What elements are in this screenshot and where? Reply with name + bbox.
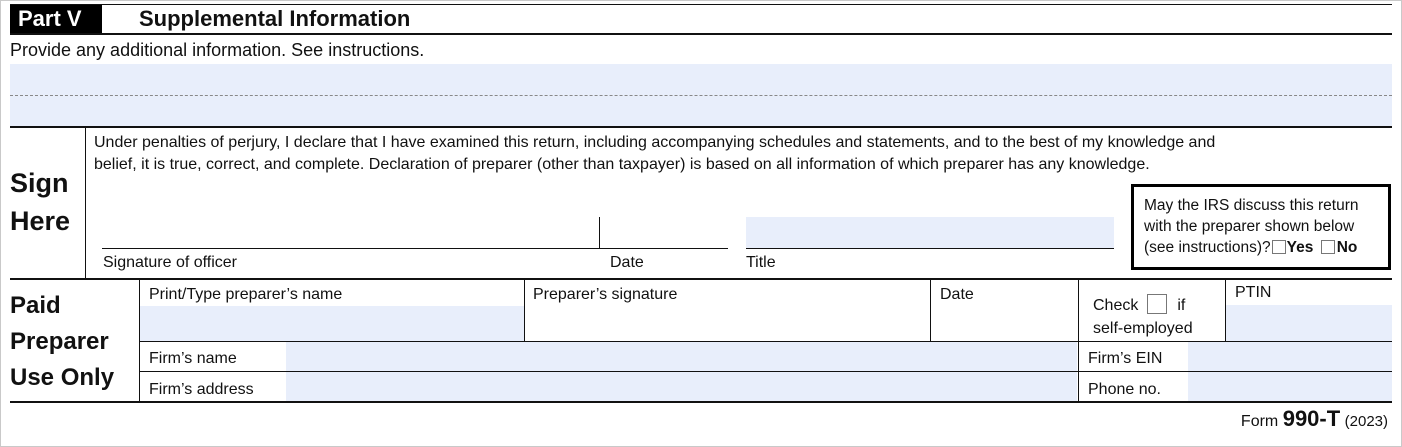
signature-of-officer-label: Signature of officer — [103, 254, 238, 271]
phone-field[interactable] — [1188, 372, 1392, 401]
form-year: (2023) — [1344, 413, 1388, 430]
preparer-signature-label: Preparer’s signature — [533, 286, 678, 303]
ptin-label: PTIN — [1235, 284, 1272, 301]
part-instruction: Provide any additional information. See instructions. — [10, 40, 425, 60]
self-employed-check: Check if self-employed — [1093, 290, 1193, 340]
discuss-yes-checkbox[interactable] — [1272, 240, 1286, 254]
officer-date-field[interactable] — [601, 217, 727, 248]
part-badge: Part V — [10, 5, 102, 33]
col-divider-1 — [524, 280, 525, 342]
sign-here-label: Sign Here — [10, 168, 71, 236]
discuss-no-label: No — [1336, 239, 1358, 256]
perjury-declaration: Under penalties of perjury, I declare that I have examined this return, including accompanying schedules and statements, and to the best of my knowledge and belief, it is true, correct, and complete. Declaration of preparer (other than taxpayer) is based on all information of which preparer has any knowledge. — [94, 134, 1216, 173]
preparer-name-label: Print/Type preparer’s name — [149, 286, 343, 303]
discuss-no-checkbox[interactable] — [1321, 240, 1335, 254]
firm-name-label: Firm’s name — [149, 350, 237, 367]
form-footer: Form 990-T (2023) — [1240, 406, 1388, 431]
self-employed-checkbox[interactable] — [1147, 294, 1167, 314]
ptin-field[interactable] — [1226, 305, 1392, 341]
irs-discuss-box: May the IRS discuss this return with the preparer shown below (see instructions)? Yes No — [1131, 184, 1391, 270]
phone-label: Phone no. — [1088, 381, 1161, 398]
col-divider-2 — [930, 280, 931, 342]
discuss-yes-label: Yes — [1286, 239, 1314, 256]
signature-date-divider — [599, 217, 600, 249]
sign-vertical-divider — [85, 128, 86, 278]
officer-title-label: Title — [746, 254, 776, 271]
part-header-rule — [10, 33, 1392, 35]
firm-name-field[interactable] — [286, 342, 1077, 371]
preparer-date-label: Date — [940, 286, 974, 303]
title-line — [746, 248, 1114, 249]
signature-line — [102, 248, 728, 249]
form-number: 990-T — [1282, 406, 1341, 431]
bottom-rule — [10, 401, 1392, 403]
firm-address-field[interactable] — [286, 372, 1077, 401]
supplemental-dashed-divider — [10, 95, 1392, 96]
section-rule-preparer — [10, 278, 1392, 280]
part-title: Supplemental Information — [139, 6, 411, 31]
officer-date-label: Date — [610, 254, 644, 271]
firm-address-label: Firm’s address — [149, 381, 254, 398]
preparer-signature-field[interactable] — [526, 306, 929, 341]
preparer-date-field[interactable] — [932, 306, 1077, 341]
section-rule-sign — [10, 126, 1392, 128]
firm-ein-label: Firm’s EIN — [1088, 350, 1163, 367]
firm-ein-field[interactable] — [1188, 342, 1392, 371]
officer-signature-field[interactable] — [102, 217, 598, 248]
paid-preparer-label: Paid Preparer Use Only — [10, 292, 115, 391]
officer-title-field[interactable] — [746, 217, 1114, 248]
preparer-name-field[interactable] — [140, 306, 524, 341]
